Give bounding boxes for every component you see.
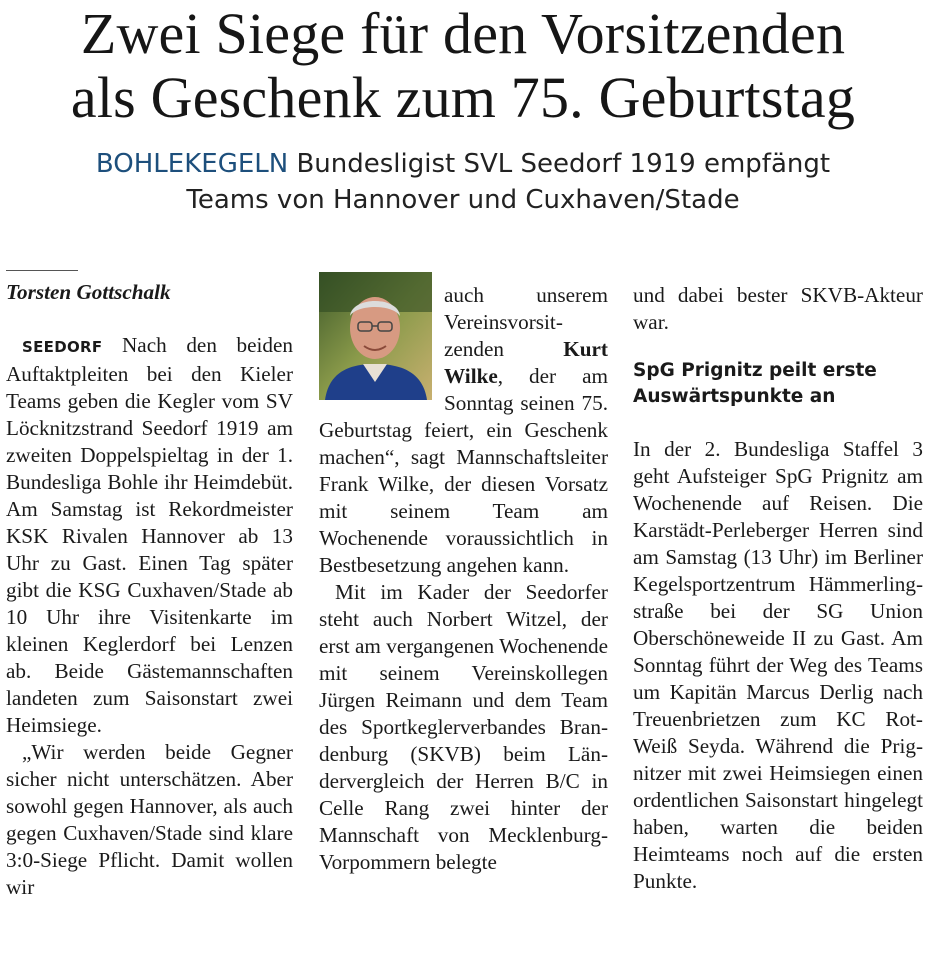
article-column-3 (633, 282, 923, 895)
author-byline: Torsten Gottschalk (6, 280, 171, 304)
subheadline-text-1: Bundesligist SVL Seedorf 1919 empfängt (288, 149, 831, 179)
paragraph-1 (6, 332, 293, 739)
paragraph-4: Mit im Kader der Seedorfer steht auch Norbert Witzel, der erst am vergangenen Wochenende mit seinem Vereinskollegen Jürgen Reimann und dem Team des Sportkeglerverbandes Brandenburg (SKVB) beim Ländervergleich der Herren B/C in Celle Rang zwei hinter der Mannschaft von Mecklenburg-Vorpommern belegte (319, 580, 608, 874)
paragraph-6: In der 2. Bundesliga Staffel 3 geht Aufsteiger SpG Prignitz am Wochenende auf Reisen. Die Karstädt-Perleberger Herren sind am Samstag (13 Uhr) im Berliner Kegelsportzentrum Hämmerlingstraße bei der SG Union Oberschöneweide II zu Gast. Am Sonntag führt der Weg des Teams um Kapitän Marcus Derlig nach Treuenbrietzen zum KC Rot-Weiß Seyda. Während die Prignitzer mit zwei Heimsiegen einen ordentlichen Saisonstart hingelegt haben, warten die beiden Heimteams noch auf die ersten Punkte. (633, 437, 923, 893)
headline-line-1: Zwei Siege für den Vorsitzenden (80, 1, 846, 66)
subheadline (0, 146, 926, 218)
paragraph-2: „Wir werden beide Gegner sicher nicht unterschätzen. Aber sowohl gegen Hannover, als auch gegen Cuxhaven/Stade sind klare 3:0-Siege Pflicht. Damit wollen wir (6, 740, 293, 899)
article-column-1 (6, 282, 293, 901)
headline (0, 2, 926, 130)
portrait-photo (319, 272, 432, 400)
article-column-2 (319, 282, 608, 876)
dateline: SEEDORF (22, 338, 103, 356)
section-subheading: SpG Prignitz peilt erste Auswärtspunkte an (633, 360, 877, 407)
paragraph-5: und dabei bester SKVB-Akteur war. (633, 283, 923, 334)
author-rule (6, 270, 78, 271)
subheadline-line-2: Teams von Hannover und Cuxhaven/Stade (186, 185, 740, 215)
paragraph-1-text: Nach den beiden Auftaktpleiten bei den Kieler Teams geben die Kegler vom SV Löcknitzstrand Seedorf 1919 am zweiten Doppelspieltag in der 1. Bundesliga Bohle ihr Heimdebüt. Am Samstag ist Rekordmeister KSK Rivalen Hannover ab 13 Uhr zu Gast. Einen Tag später gibt die KSG Cuxhaven/Stade ab 10 Uhr ihre Visitenkarte im kleinen Keglerdorf bei Lenzen ab. Beide Gästemannschaften landeten zum Saisonstart zwei Heimsiege. (6, 333, 293, 737)
paragraph-3-text-b: , der am Sonntag seinen 75. Geburtstag feiert, ein Geschenk machen“, sagt Mannschaftsleiter Frank Wilke, der diesen Vorsatz mit seinem Team am Wochenende voraussichtlich in Bestbesetzung angehen kann. (319, 364, 608, 577)
subheadline-line-1 (0, 146, 926, 182)
paragraph-3-text-a: auch unserem Vereinsvorsitzenden (444, 283, 608, 361)
headline-line-2: als Geschenk zum 75. Geburtstag (70, 65, 856, 130)
section-kicker: BOHLEKEGELN (95, 149, 289, 179)
person-name: Kurt Wilke (444, 337, 608, 388)
